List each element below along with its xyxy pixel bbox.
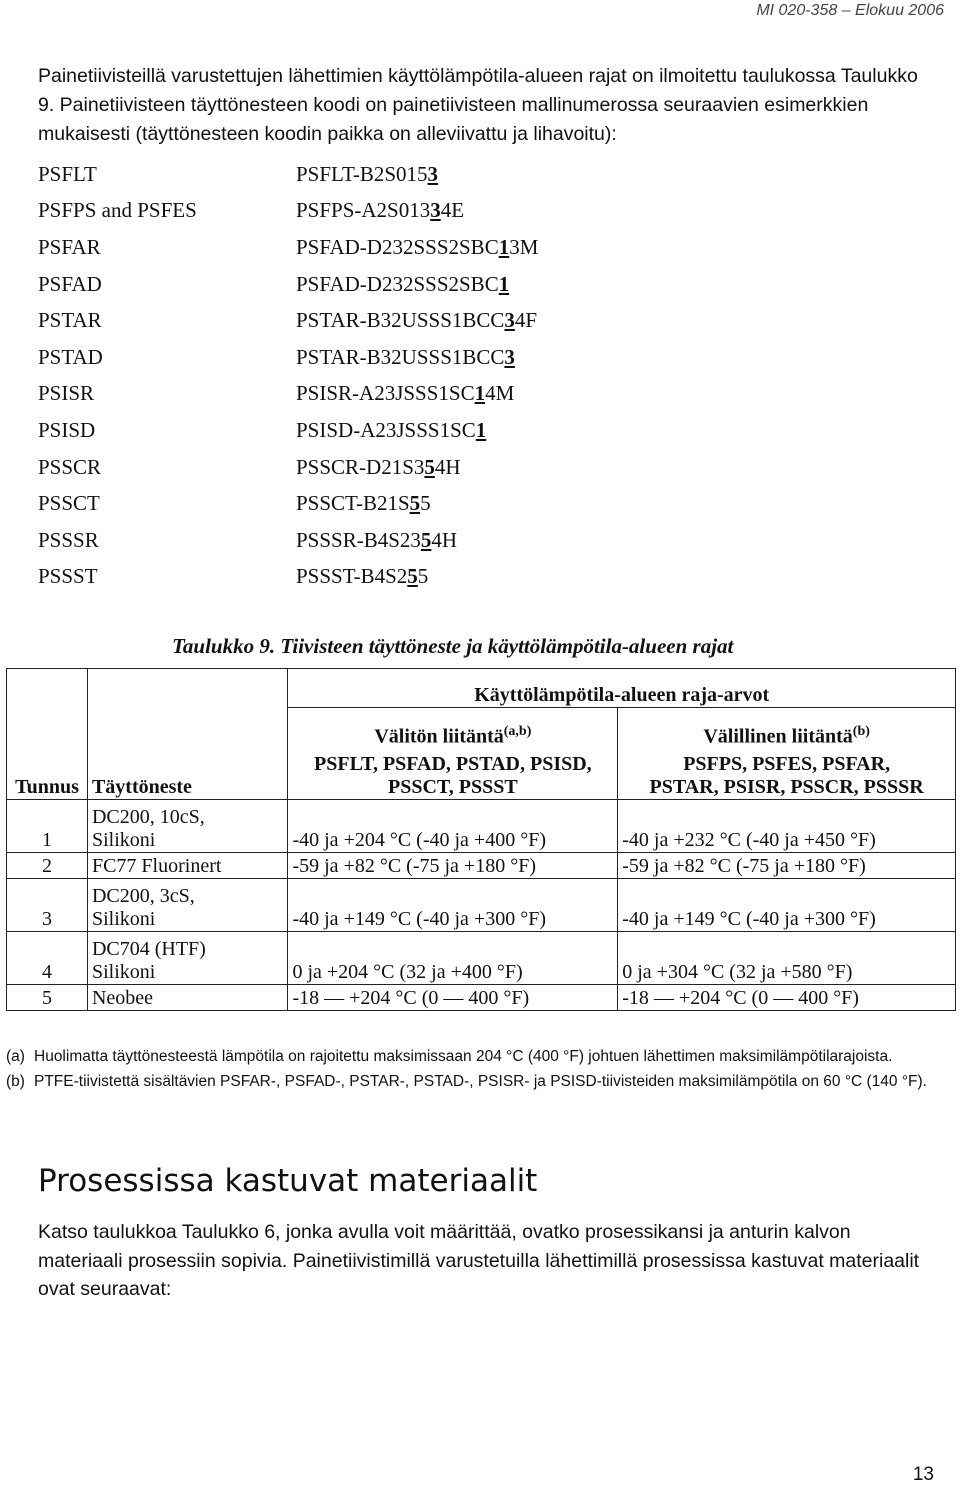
sensor-type: PSFPS and PSFES <box>38 198 197 223</box>
sensor-type: PSFAR <box>38 234 101 259</box>
code-row <box>38 376 538 413</box>
sensor-type: PSSSR <box>38 527 99 552</box>
code-row <box>38 522 538 559</box>
cell-remote: 0 ja +304 °C (32 ja +580 °F) <box>618 932 956 985</box>
header-temperature-limits: Käyttölämpötila-alueen raja-arvot <box>288 669 956 708</box>
model-number: PSISR-A23JSSS1SC14M <box>296 381 515 406</box>
table-row <box>7 853 956 879</box>
cell-direct: -18 — +204 °C (0 — 400 °F) <box>288 985 618 1011</box>
model-number: PSFLT-B2S0153 <box>296 161 439 186</box>
table-row <box>7 879 956 932</box>
sensor-type: PSTAR <box>38 308 102 333</box>
sensor-type: PSISR <box>38 381 95 406</box>
table-header-row <box>7 669 956 708</box>
sensor-type: PSTAD <box>38 344 103 369</box>
cell-fluid: DC200, 10cS, Silikoni <box>87 800 288 853</box>
table-row <box>7 985 956 1011</box>
section-paragraph: Katso taulukkoa Taulukko 6, jonka avulla voit määrittää, ovatko prosessikansi ja anturin kalvon materiaali prosessiin sopivia. Painetiivistimillä varustetuilla lähettimillä prosessissa kastuvat materiaalit ovat seuraavat: <box>38 1221 920 1300</box>
fill-code: 5 <box>420 527 432 552</box>
table-caption: Taulukko 9. Tiivisteen täyttöneste ja käyttölämpötila-alueen rajat <box>172 634 734 658</box>
model-number: PSISD-A23JSSS1SC1 <box>296 417 487 442</box>
code-row <box>38 302 538 339</box>
model-number: PSSCR-D21S354H <box>296 454 461 479</box>
cell-code: 2 <box>7 853 88 879</box>
fill-code: 3 <box>504 308 515 333</box>
table-footnotes <box>6 1044 956 1094</box>
fill-code: 1 <box>474 381 486 406</box>
cell-fluid: DC704 (HTF) Silikoni <box>87 932 288 985</box>
model-number: PSSST-B4S255 <box>296 564 429 589</box>
header-code: Tunnus <box>7 669 88 800</box>
model-number: PSSSR-B4S2354H <box>296 527 458 552</box>
code-row <box>38 229 538 266</box>
fill-code: 5 <box>409 491 421 516</box>
fill-code: 1 <box>475 417 487 442</box>
header-remote-mount: Välillinen liitäntä$^{(b)}$ PSFPS, PSFES, PSFAR, PSTAR, PSISR, PSSCR, PSSSR <box>618 708 956 800</box>
cell-direct: 0 ja +204 °C (32 ja +400 °F) <box>288 932 618 985</box>
section-title: Prosessissa kastuvat materiaalit <box>38 1163 538 1199</box>
code-row <box>38 412 538 449</box>
fill-code: 3 <box>430 198 441 223</box>
footnote: (b) PTFE-tiivistettä sisältävien PSFAR-, PSFAD-, PSTAR-, PSTAD-, PSISR- ja PSISD-tiivisteiden maksimilämpötila on 60 °C (140 °F). <box>6 1073 927 1090</box>
fill-code: 5 <box>424 454 435 479</box>
cell-fluid: FC77 Fluorinert <box>87 853 288 879</box>
sensor-type: PSFLT <box>38 161 97 186</box>
code-row <box>38 559 538 596</box>
code-row <box>38 266 538 303</box>
cell-code: 4 <box>7 932 88 985</box>
sensor-type: PSISD <box>38 417 96 442</box>
cell-fluid: Neobee <box>87 985 288 1011</box>
fill-code: 3 <box>427 161 439 186</box>
fill-code-examples <box>38 156 538 595</box>
fill-code: 5 <box>407 564 418 589</box>
cell-direct: -40 ja +149 °C (-40 ja +300 °F) <box>288 879 618 932</box>
model-number: PSFAD-D232SSS2SBC13M <box>296 234 539 259</box>
table-row <box>7 800 956 853</box>
header-fluid: Täyttöneste <box>87 669 288 800</box>
model-number: PSSCT-B21S55 <box>296 491 431 516</box>
cell-direct: -40 ja +204 °C (-40 ja +400 °F) <box>288 800 618 853</box>
sensor-type: PSSCR <box>38 454 102 479</box>
page-number: 13 <box>912 1464 934 1485</box>
model-number: PSTAR-B32USSS1BCC3 <box>296 344 515 369</box>
code-row <box>38 193 538 230</box>
sensor-type: PSSCT <box>38 491 100 516</box>
cell-direct: -59 ja +82 °C (-75 ja +180 °F) <box>288 853 618 879</box>
document-header: MI 020-358 – Elokuu 2006 <box>756 2 944 19</box>
model-number: PSFAD-D232SSS2SBC1 <box>296 271 510 296</box>
intro-paragraph: Painetiivisteillä varustettujen lähettimien käyttölämpötila-alueen rajat on ilmoitettu taulukossa Taulukko 9. Painetiivisteen täyttönesteen koodi on painetiivisteen mallinumerossa seuraavien esimerkkien mukaisesti (täyttönesteen koodin paikka on alleviivattu ja lihavoitu): <box>38 65 918 145</box>
cell-remote: -40 ja +149 °C (-40 ja +300 °F) <box>618 879 956 932</box>
cell-code: 3 <box>7 879 88 932</box>
footnote: (a) Huolimatta täyttönesteestä lämpötila on rajoitettu maksimissaan 204 °C (400 °F) johtuen lähettimen maksimilämpötilarajoista. <box>6 1048 893 1065</box>
sensor-type: PSSST <box>38 564 98 589</box>
code-row <box>38 339 538 376</box>
fill-code: 3 <box>504 344 515 369</box>
table-row <box>7 932 956 985</box>
code-row <box>38 156 538 193</box>
sensor-type: PSFAD <box>38 271 102 296</box>
cell-fluid: DC200, 3cS, Silikoni <box>87 879 288 932</box>
code-row <box>38 449 538 486</box>
cell-code: 1 <box>7 800 88 853</box>
cell-remote: -18 — +204 °C (0 — 400 °F) <box>618 985 956 1011</box>
header-direct-mount: Välitön liitäntä$^{(a,b)}$ PSFLT, PSFAD, PSTAD, PSISD, PSSCT, PSSST <box>288 708 618 800</box>
fill-fluid-table <box>6 668 956 1011</box>
cell-remote: -59 ja +82 °C (-75 ja +180 °F) <box>618 853 956 879</box>
cell-remote: -40 ja +232 °C (-40 ja +450 °F) <box>618 800 956 853</box>
model-number: PSFPS-A2S01334E <box>296 198 465 223</box>
cell-code: 5 <box>7 985 88 1011</box>
fill-code: 1 <box>498 234 510 259</box>
model-number: PSTAR-B32USSS1BCC34F <box>296 308 538 333</box>
code-row <box>38 485 538 522</box>
fill-code: 1 <box>498 271 510 296</box>
